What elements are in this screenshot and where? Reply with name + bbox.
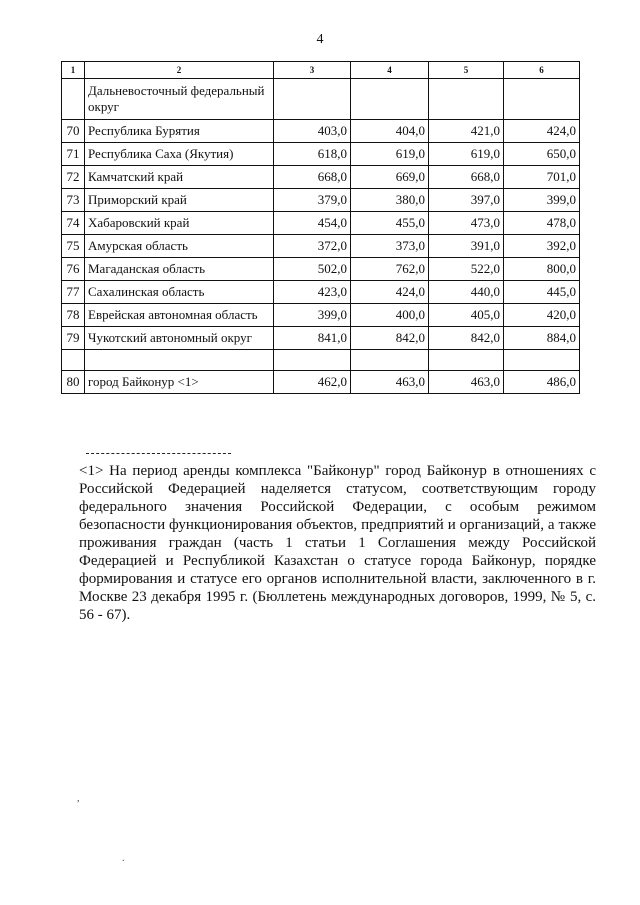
table-row: [62, 143, 580, 166]
value-col-6: 650,0: [504, 143, 580, 166]
row-number: 74: [62, 212, 85, 235]
value-col-6: 701,0: [504, 166, 580, 189]
blank-row: [62, 350, 580, 371]
group-row: [62, 79, 580, 120]
value-col-4: 400,0: [351, 304, 429, 327]
table-row: [62, 166, 580, 189]
value-col-4: 842,0: [351, 327, 429, 350]
row-number: 72: [62, 166, 85, 189]
table-row: [62, 327, 580, 350]
value-col-3: 423,0: [274, 281, 351, 304]
row-number: 75: [62, 235, 85, 258]
table-row: [62, 120, 580, 143]
value-col-5: 842,0: [429, 327, 504, 350]
region-name: Амурская область: [85, 235, 274, 258]
row-number: 71: [62, 143, 85, 166]
value-col-3: 668,0: [274, 166, 351, 189]
table-header-row: [62, 62, 580, 79]
value-col-5: 668,0: [429, 166, 504, 189]
value-col-3: 399,0: [274, 304, 351, 327]
footnote-separator: [86, 453, 231, 454]
value-col-6: 884,0: [504, 327, 580, 350]
row-number: 79: [62, 327, 85, 350]
allowance-table: [61, 61, 580, 394]
value-col-5: 463,0: [429, 371, 504, 394]
row-number: 70: [62, 120, 85, 143]
row-number: 80: [62, 371, 85, 394]
table-row-baikonur: [62, 371, 580, 394]
table-row: [62, 258, 580, 281]
region-name: Магаданская область: [85, 258, 274, 281]
value-col-6: 445,0: [504, 281, 580, 304]
region-name: Республика Бурятия: [85, 120, 274, 143]
region-name: Приморский край: [85, 189, 274, 212]
header-cell-4: 4: [351, 62, 429, 79]
value-col-4: 619,0: [351, 143, 429, 166]
value-col-4: 762,0: [351, 258, 429, 281]
header-cell-3: 3: [274, 62, 351, 79]
row-number: 76: [62, 258, 85, 281]
region-name: Еврейская автономная область: [85, 304, 274, 327]
value-col-4: 380,0: [351, 189, 429, 212]
value-col-5: 397,0: [429, 189, 504, 212]
value-col-5: 619,0: [429, 143, 504, 166]
value-col-6: 800,0: [504, 258, 580, 281]
value-col-6: 399,0: [504, 189, 580, 212]
value-col-3: 502,0: [274, 258, 351, 281]
value-col-6: 424,0: [504, 120, 580, 143]
value-col-4: 455,0: [351, 212, 429, 235]
region-name: Республика Саха (Якутия): [85, 143, 274, 166]
value-col-4: 373,0: [351, 235, 429, 258]
row-number: 77: [62, 281, 85, 304]
value-col-3: 379,0: [274, 189, 351, 212]
region-name: Сахалинская область: [85, 281, 274, 304]
row-number: 78: [62, 304, 85, 327]
value-col-6: 478,0: [504, 212, 580, 235]
header-cell-5: 5: [429, 62, 504, 79]
region-name: город Байконур <1>: [85, 371, 274, 394]
value-col-5: 440,0: [429, 281, 504, 304]
region-name: Хабаровский край: [85, 212, 274, 235]
value-col-4: 404,0: [351, 120, 429, 143]
value-col-3: 454,0: [274, 212, 351, 235]
table-row: [62, 235, 580, 258]
value-col-4: 424,0: [351, 281, 429, 304]
page-number: 4: [316, 32, 324, 47]
value-col-4: 463,0: [351, 371, 429, 394]
header-cell-6: 6: [504, 62, 580, 79]
scan-speck: ,: [77, 793, 80, 804]
value-col-5: 391,0: [429, 235, 504, 258]
table-row: [62, 212, 580, 235]
region-name: Чукотский автономный округ: [85, 327, 274, 350]
value-col-5: 405,0: [429, 304, 504, 327]
footnote-text: <1> На период аренды комплекса "Байконур" город Байконур в отношениях с Российской Федерацией наделяется статусом, соответствующим городу федерального значения Российской Федерации, с особым режимом безопасности функционирования объектов, предприятий и организаций, а также проживания граждан (часть 1 статьи 1 Соглашения между Российской Федерацией и Республикой Казахстан о статусе города Байконур, порядке формирования и статусе его органов исполнительной власти, заключенного в г. Москве 23 декабря 1995 г. (Бюллетень международных договоров, 1999, № 5, с. 56 - 67).: [79, 463, 596, 623]
header-cell-2: 2: [85, 62, 274, 79]
value-col-6: 486,0: [504, 371, 580, 394]
value-col-5: 473,0: [429, 212, 504, 235]
header-cell-1: 1: [62, 62, 85, 79]
value-col-3: 841,0: [274, 327, 351, 350]
value-col-3: 372,0: [274, 235, 351, 258]
value-col-3: 462,0: [274, 371, 351, 394]
value-col-5: 522,0: [429, 258, 504, 281]
value-col-6: 420,0: [504, 304, 580, 327]
table-row: [62, 281, 580, 304]
value-col-5: 421,0: [429, 120, 504, 143]
value-col-4: 669,0: [351, 166, 429, 189]
region-name: Камчатский край: [85, 166, 274, 189]
group-title: Дальневосточный федеральный округ: [85, 79, 274, 120]
value-col-6: 392,0: [504, 235, 580, 258]
value-col-3: 618,0: [274, 143, 351, 166]
scan-speck: .: [122, 853, 125, 864]
table-row: [62, 189, 580, 212]
row-number: 73: [62, 189, 85, 212]
table-row: [62, 304, 580, 327]
value-col-3: 403,0: [274, 120, 351, 143]
